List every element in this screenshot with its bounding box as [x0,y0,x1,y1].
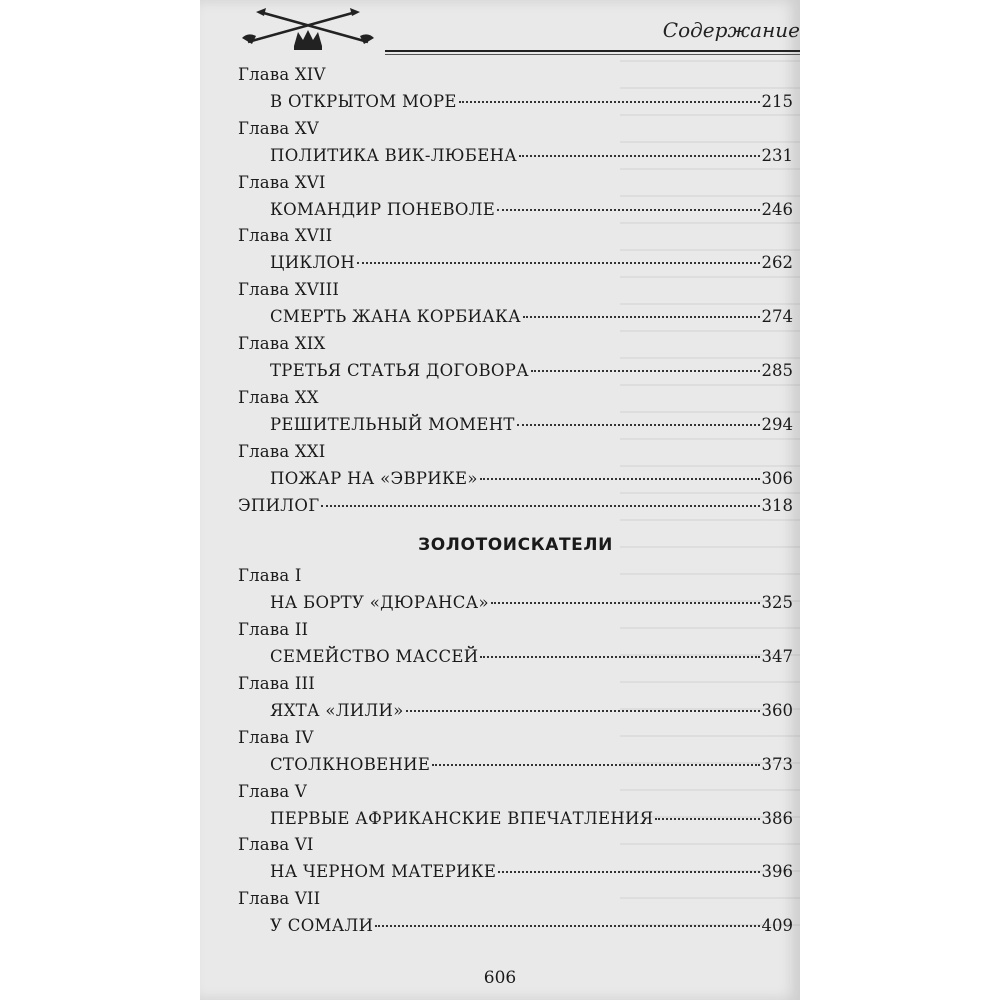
toc-entry[interactable] [238,143,793,170]
toc-entry-title: ЦИКЛОН [270,253,356,273]
table-of-contents [238,62,793,940]
toc-entry-title: У СОМАЛИ [270,916,374,936]
page-header [200,0,800,70]
toc-entry[interactable] [238,466,793,493]
toc-chapter-label: Глава I [238,566,302,586]
toc-chapter-label: Глава V [238,781,307,801]
dot-leader [357,262,759,264]
dot-leader [497,209,759,211]
toc-entry-page: 325 [761,593,793,613]
dot-leader [459,101,760,103]
dot-leader [432,764,759,766]
toc-entry-title: ТРЕТЬЯ СТАТЬЯ ДОГОВОРА [270,360,529,380]
toc-entry-page: 409 [761,916,793,936]
toc-chapter-label: Глава XX [238,387,319,407]
toc-entry-title: КОМАНДИР ПОНЕВОЛЕ [270,199,496,219]
toc-entry-title: СТОЛКНОВЕНИЕ [270,754,431,774]
toc-entry-page: 285 [761,360,793,380]
toc-chapter-label: Глава XXI [238,441,326,461]
toc-entry-page: 396 [761,862,793,882]
toc-entry-page: 347 [761,647,793,667]
dot-leader [519,155,759,157]
toc-entry-title: СЕМЕЙСТВО МАССЕЙ [270,647,479,667]
toc-entry[interactable] [238,698,793,725]
toc-chapter-label: Глава VI [238,835,314,855]
toc-entry-title: СМЕРТЬ ЖАНА КОРБИАКА [270,307,521,327]
toc-chapter-label: Глава XIV [238,65,326,84]
running-head: Содержание [662,18,800,42]
toc-entry-title: НА БОРТУ «ДЮРАНСА» [270,593,489,613]
toc-entry[interactable] [238,590,793,617]
toc-entry[interactable] [238,806,793,833]
toc-entry[interactable] [238,197,793,224]
dot-leader [375,925,759,927]
toc-chapter-label: Глава XVI [238,172,326,192]
toc-entry-title: ПОЖАР НА «ЭВРИКЕ» [270,468,478,488]
toc-chapter-label: Глава XIX [238,334,326,354]
toc-entry[interactable] [238,358,793,385]
toc-chapter-label: Глава IV [238,727,314,747]
dot-leader [655,818,759,820]
toc-entry[interactable] [238,859,793,886]
toc-entry-page: 360 [761,700,793,720]
toc-chapter-label: Глава XV [238,118,319,138]
toc-chapter-label: Глава XVII [238,226,333,246]
toc-entry[interactable] [238,89,793,116]
toc-entry-title: ЯХТА «ЛИЛИ» [270,700,404,720]
toc-entry-title: ЭПИЛОГ [238,495,320,515]
toc-entry-page: 306 [761,468,793,488]
header-rule-thin [385,54,800,55]
toc-entry[interactable] [238,304,793,331]
toc-entry-title: РЕШИТЕЛЬНЫЙ МОМЕНТ [270,414,515,434]
toc-entry-page: 373 [761,754,793,774]
dot-leader [517,424,760,426]
toc-entry[interactable] [238,250,793,277]
toc-entry-page: 386 [761,808,793,828]
dot-leader [480,656,759,658]
toc-entry[interactable] [238,644,793,671]
toc-entry-page: 215 [761,91,793,111]
toc-entry[interactable] [238,752,793,779]
dot-leader [531,370,760,372]
dot-leader [480,478,760,480]
toc-entry-page: 231 [761,145,793,165]
dot-leader [491,602,760,604]
toc-entry-page: 318 [761,495,793,515]
toc-entry-title: НА ЧЕРНОМ МАТЕРИКЕ [270,862,497,882]
header-rule [385,50,800,52]
section-heading: ЗОЛОТОИСКАТЕЛИ [418,535,613,556]
toc-chapter-label: Глава VII [238,889,321,909]
crossed-sabers-crown-icon [238,6,378,52]
toc-entry[interactable] [238,412,793,439]
toc-chapter-label: Глава XVIII [238,280,340,300]
toc-part-2 [238,563,793,940]
toc-entry-page: 262 [761,253,793,273]
toc-entry-page: 274 [761,307,793,327]
toc-entry-page: 246 [761,199,793,219]
toc-entry-epilogue[interactable] [238,493,793,520]
book-page [200,0,800,1000]
dot-leader [498,871,759,873]
page-number: 606 [483,968,517,988]
toc-part-1 [238,62,793,493]
toc-entry-page: 294 [761,414,793,434]
dot-leader [406,710,760,712]
toc-entry-title: В ОТКРЫТОМ МОРЕ [270,91,457,111]
dot-leader [321,505,759,507]
toc-entry[interactable] [238,913,793,940]
toc-chapter-label: Глава II [238,620,309,640]
dot-leader [523,316,760,318]
toc-entry-title: ПЕРВЫЕ АФРИКАНСКИЕ ВПЕЧАТЛЕНИЯ [270,808,654,828]
toc-chapter-label: Глава III [238,674,315,694]
toc-entry-title: ПОЛИТИКА ВИК-ЛЮБЕНА [270,145,518,165]
